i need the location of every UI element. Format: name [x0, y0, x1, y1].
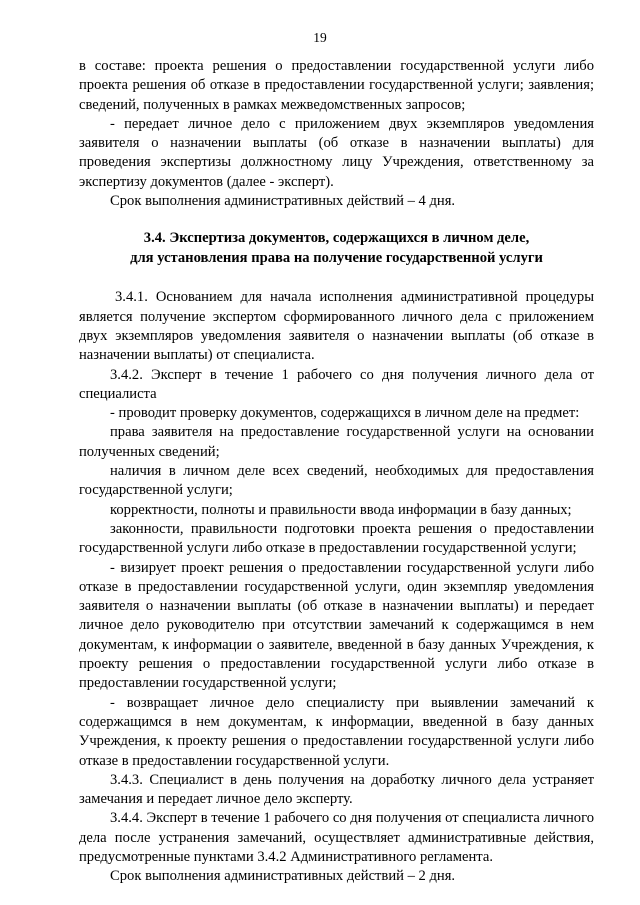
paragraph-continuation: в составе: проекта решения о предоставлении государственной услуги либо проекта решения об отказе в предоставлении государственной услуги; заявления; сведений, полученных в рамках межведомственных запросов;	[79, 58, 594, 113]
paragraph-deadline-4-days: Срок выполнения административных действий – 4 дня.	[110, 193, 456, 210]
paragraph-transfer-case: - передает личное дело с приложением двух экземпляров уведомления заявителя о назначении выплаты (об отказе в назначении выплаты) для проведения экспертизы должностному лицу Учреждения, ответственному за экспертизу документов (далее - эксперт).	[79, 115, 594, 190]
paragraph-check-documents: - проводит проверку документов, содержащихся в личном деле на предмет:	[110, 405, 580, 422]
paragraph-return-case: - возвращает личное дело специалисту при выявлении замечаний к содержащимся в нем документам, к информации, введенной в базу данных Учреждения, к проекту решения о предоставлении государственной услуги либо отказе в предоставлении государственной услуги.	[79, 694, 594, 769]
paragraph-all-information: наличия в личном деле всех сведений, необходимых для предоставления государственной услуги;	[79, 463, 594, 499]
section-heading-line-1: 3.4. Экспертиза документов, содержащихся в личном деле,	[143, 230, 530, 247]
paragraph-applicant-rights: права заявителя на предоставление государственной услуги на основании полученных сведений;	[79, 424, 594, 460]
paragraph-decision-legality: законности, правильности подготовки проекта решения о предоставлении государственной услуги либо отказе в предоставлении государственной услуги;	[79, 520, 594, 557]
document-body	[79, 57, 594, 887]
paragraph-3-4-1: 3.4.1. Основанием для начала исполнения административной процедуры является получение экспертом сформированного личного дела с приложением двух экземпляров уведомления заявителя о назначении выплаты (об отказе в назначении выплаты) от специалиста.	[79, 289, 594, 364]
section-heading	[79, 229, 594, 268]
page-number: 19	[313, 30, 327, 45]
paragraph-3-4-4: 3.4.4. Эксперт в течение 1 рабочего со дня получения от специалиста личного дела после устранения замечаний, осуществляет административные действия, предусмотренные пунктами 3.4.2 Административного регламента.	[79, 810, 594, 865]
paragraph-3-4-2: 3.4.2. Эксперт в течение 1 рабочего со дня получения личного дела от специалиста	[79, 366, 594, 402]
section-heading-line-2: для установления права на получение государственной услуги	[130, 249, 543, 266]
paragraph-3-4-3: 3.4.3. Специалист в день получения на доработку личного дела устраняет замечания и передает личное дело эксперту.	[79, 771, 594, 808]
paragraph-deadline-2-days: Срок выполнения административных действий – 2 дня.	[110, 868, 456, 885]
paragraph-data-correctness: корректности, полноты и правильности ввода информации в базу данных;	[110, 501, 572, 518]
paragraph-endorse-draft: - визирует проект решения о предоставлении государственной услуги либо отказе в предоставлении государственной услуги, один экземпляр уведомления заявителя о назначении выплаты (об отказе в назначении выплаты) и передает личное дело руководителю при отсутствии замечаний к содержащимся в нем документам, к информации о заявителе, введенной в базу данных Учреждения, к проекту решения о предоставлении государственной услуги либо отказе в предоставлении государственной услуги;	[79, 559, 594, 692]
